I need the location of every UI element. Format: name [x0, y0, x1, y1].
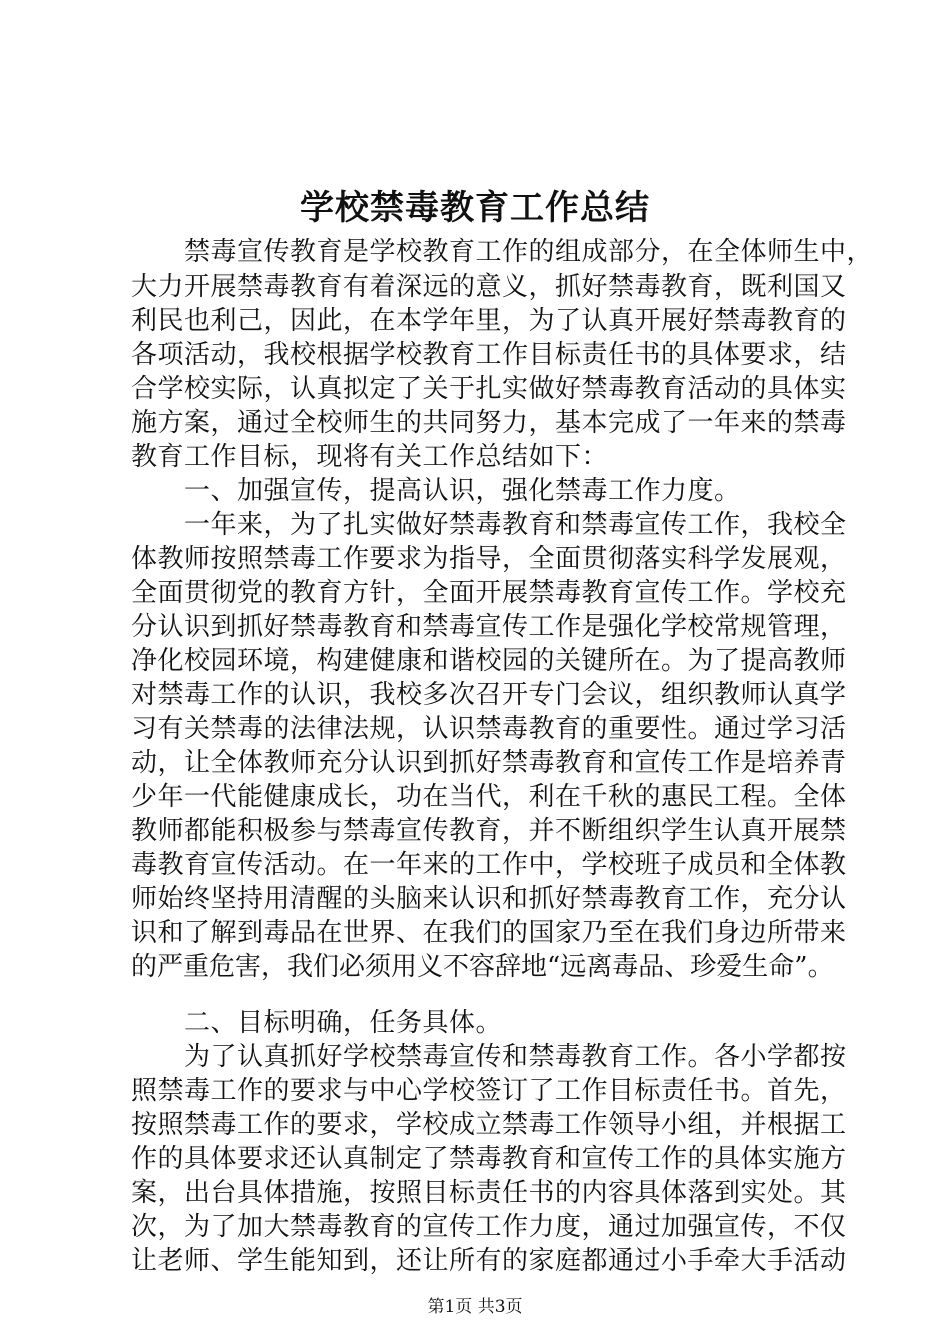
section-heading: 二、目标明确，任务具体。 [131, 1008, 503, 1038]
text-line: 师始终坚持用清醒的头脑来认识和抓好禁毒教育工作，充分认 [131, 884, 847, 914]
text-line: 毒教育宣传活动。在一年来的工作中，学校班子成员和全体教 [131, 850, 847, 880]
text-line: 净化校园环境，构建健康和谐校园的关键所在。为了提高教师 [131, 646, 847, 676]
text-line: 各项活动，我校根据学校教育工作目标责任书的具体要求，结 [131, 340, 847, 370]
text-line: 案，出台具体措施，按照目标责任书的内容具体落到实处。其 [131, 1178, 847, 1208]
text-line: 习有关禁毒的法律法规，认识禁毒教育的重要性。通过学习活 [131, 714, 847, 744]
page-number-footer: 第1页 共3页 [427, 1297, 523, 1317]
text-line: 照禁毒工作的要求与中心学校签订了工作目标责任书。首先， [131, 1076, 847, 1106]
text-line: 大力开展禁毒教育有着深远的意义，抓好禁毒教育，既利国又 [131, 272, 847, 302]
text-line: 作的具体要求还认真制定了禁毒教育和宣传工作的具体实施方 [131, 1144, 847, 1174]
text-line: 体教师按照禁毒工作要求为指导，全面贯彻落实科学发展观， [131, 544, 847, 574]
text-line: 为了认真抓好学校禁毒宣传和禁毒教育工作。各小学都按 [131, 1042, 847, 1072]
text-line: 一年来，为了扎实做好禁毒教育和禁毒宣传工作，我校全 [131, 510, 847, 540]
text-line: 禁毒宣传教育是学校教育工作的组成部分，在全体师生中， [131, 237, 874, 267]
text-line: 分认识到抓好禁毒教育和禁毒宣传工作是强化学校常规管理， [131, 612, 847, 642]
text-line: 的严重危害，我们必须用义不容辞地“远离毒品、珍爱生命”。 [131, 952, 834, 982]
text-line: 按照禁毒工作的要求，学校成立禁毒工作领导小组，并根据工 [131, 1110, 847, 1140]
text-line: 少年一代能健康成长，功在当代，利在千秋的惠民工程。全体 [131, 782, 847, 812]
section-heading: 一、加强宣传，提高认识，强化禁毒工作力度。 [131, 476, 741, 506]
text-line: 次，为了加大禁毒教育的宣传工作力度，通过加强宣传，不仅 [131, 1212, 847, 1242]
text-line: 施方案，通过全校师生的共同努力，基本完成了一年来的禁毒 [131, 408, 847, 438]
document-title: 学校禁毒教育工作总结 [300, 188, 650, 228]
text-line: 让老师、学生能知到，还让所有的家庭都通过小手牵大手活动 [131, 1246, 847, 1276]
text-line: 教师都能积极参与禁毒宣传教育，并不断组织学生认真开展禁 [131, 816, 847, 846]
text-line: 对禁毒工作的认识，我校多次召开专门会议，组织教师认真学 [131, 680, 847, 710]
text-line: 全面贯彻党的教育方针，全面开展禁毒教育宣传工作。学校充 [131, 578, 847, 608]
text-line: 动，让全体教师充分认识到抓好禁毒教育和宣传工作是培养青 [131, 748, 847, 778]
text-line: 教育工作目标，现将有关工作总结如下： [131, 442, 609, 472]
text-line: 识和了解到毒品在世界、在我们的国家乃至在我们身边所带来 [131, 918, 847, 948]
text-line: 利民也利己，因此，在本学年里，为了认真开展好禁毒教育的 [131, 306, 847, 336]
text-line: 合学校实际，认真拟定了关于扎实做好禁毒教育活动的具体实 [131, 374, 847, 404]
